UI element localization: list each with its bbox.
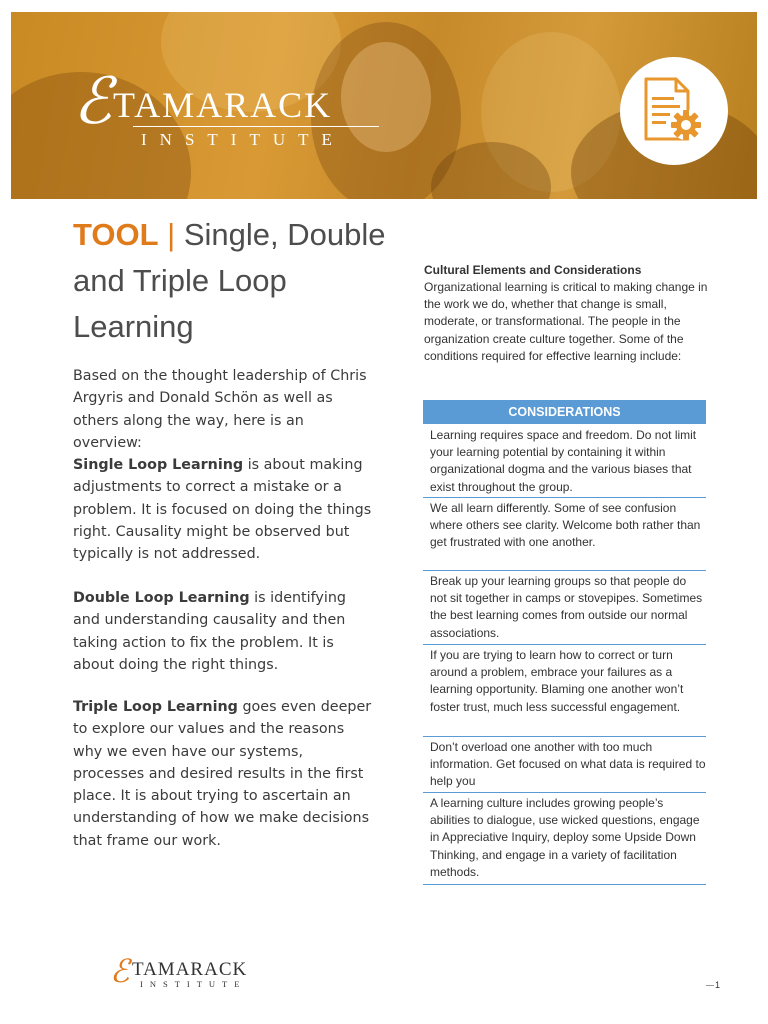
footer-logo-name: TAMARACK (132, 959, 248, 980)
logo-mark: ℰ (73, 65, 112, 139)
triple-loop-text: goes even deeper to explore our values and the reasons why we even have our systems, processes and desired results in the first place. It is about trying to ascertain an understanding of how we make decisions that frame our work. (73, 699, 372, 849)
double-loop-text: is identifying and understanding causality and then taking action to fix the problem. It is about doing the right things. (73, 590, 346, 673)
cultural-intro: Organizational learning is critical to making change in the work we do, whether that change is small, moderate, or transformational. The people in the organization create culture together. Some of the conditions required for effective learning include: (424, 280, 708, 363)
cultural-heading: Cultural Elements and Considerations (424, 263, 642, 277)
triple-loop-term: Triple Loop Learning (73, 699, 238, 715)
double-loop-paragraph (73, 587, 373, 676)
single-loop-paragraph (73, 454, 373, 565)
considerations-header: CONSIDERATIONS (423, 400, 706, 424)
consideration-row (423, 736, 706, 793)
page-title (73, 212, 393, 350)
consideration-row (423, 570, 706, 645)
consideration-row (423, 497, 706, 571)
consideration-row (423, 644, 706, 737)
intro-paragraph: Based on the thought leadership of Chris Argyris and Donald Schön as well as others along the way, here is an overview: (73, 368, 367, 451)
consideration-text: We all learn differently. Some of see confusion where others see clarity. Welcome both rather than get frustrated with one another. (430, 501, 701, 550)
single-loop-term: Single Loop Learning (73, 457, 244, 473)
logo-subtitle: INSTITUTE (141, 130, 345, 149)
consideration-text: Learning requires space and freedom. Do not limit your learning potential by containing it within organizational dogma and the various biases that exist throughout the group. (430, 428, 697, 494)
logo-rule (133, 126, 379, 127)
single-loop-text: is about making adjustments to correct a mistake or a problem. It is focused on doing the things right. Causality might be observed but typically is not addressed. (73, 457, 372, 563)
title-tool-label: TOOL (73, 217, 159, 252)
page-number (706, 980, 720, 990)
document-gear-icon (642, 77, 706, 145)
consideration-text: If you are trying to learn how to correct or turn around a problem, embrace your failures as a learning opportunity. Blaming one another won’t foster trust, much less successful engagement. (430, 648, 684, 714)
page-number-text: 1 (715, 980, 721, 990)
consideration-text: Don’t overload one another with too much information. Get focused on what data is required to help you (430, 740, 706, 789)
triple-loop-paragraph (73, 696, 373, 852)
footer-logo-mark: ℰ (110, 952, 130, 990)
consideration-text: A learning culture includes growing people’s abilities to dialogue, use wicked questions, engage in Appreciative Inquiry, deploy some Upside Down Thinking, and engage in a variety of facilitation methods. (430, 796, 700, 879)
consideration-text: Break up your learning groups so that people do not sit together in camps or stovepipes. Sometimes the best learning comes from outside our normal associations. (430, 574, 703, 640)
logo-name: TAMARACK (113, 85, 333, 125)
photo-shape (341, 42, 431, 152)
page-number-rule (706, 985, 714, 986)
consideration-row (423, 792, 706, 885)
header-banner (11, 12, 757, 199)
tool-badge (620, 57, 728, 165)
double-loop-term: Double Loop Learning (73, 590, 250, 606)
footer-logo-subtitle: INSTITUTE (140, 979, 247, 989)
title-separator: | (167, 217, 176, 252)
title-text: Single, Double and Triple Loop Learning (73, 217, 386, 344)
consideration-row (423, 424, 706, 498)
